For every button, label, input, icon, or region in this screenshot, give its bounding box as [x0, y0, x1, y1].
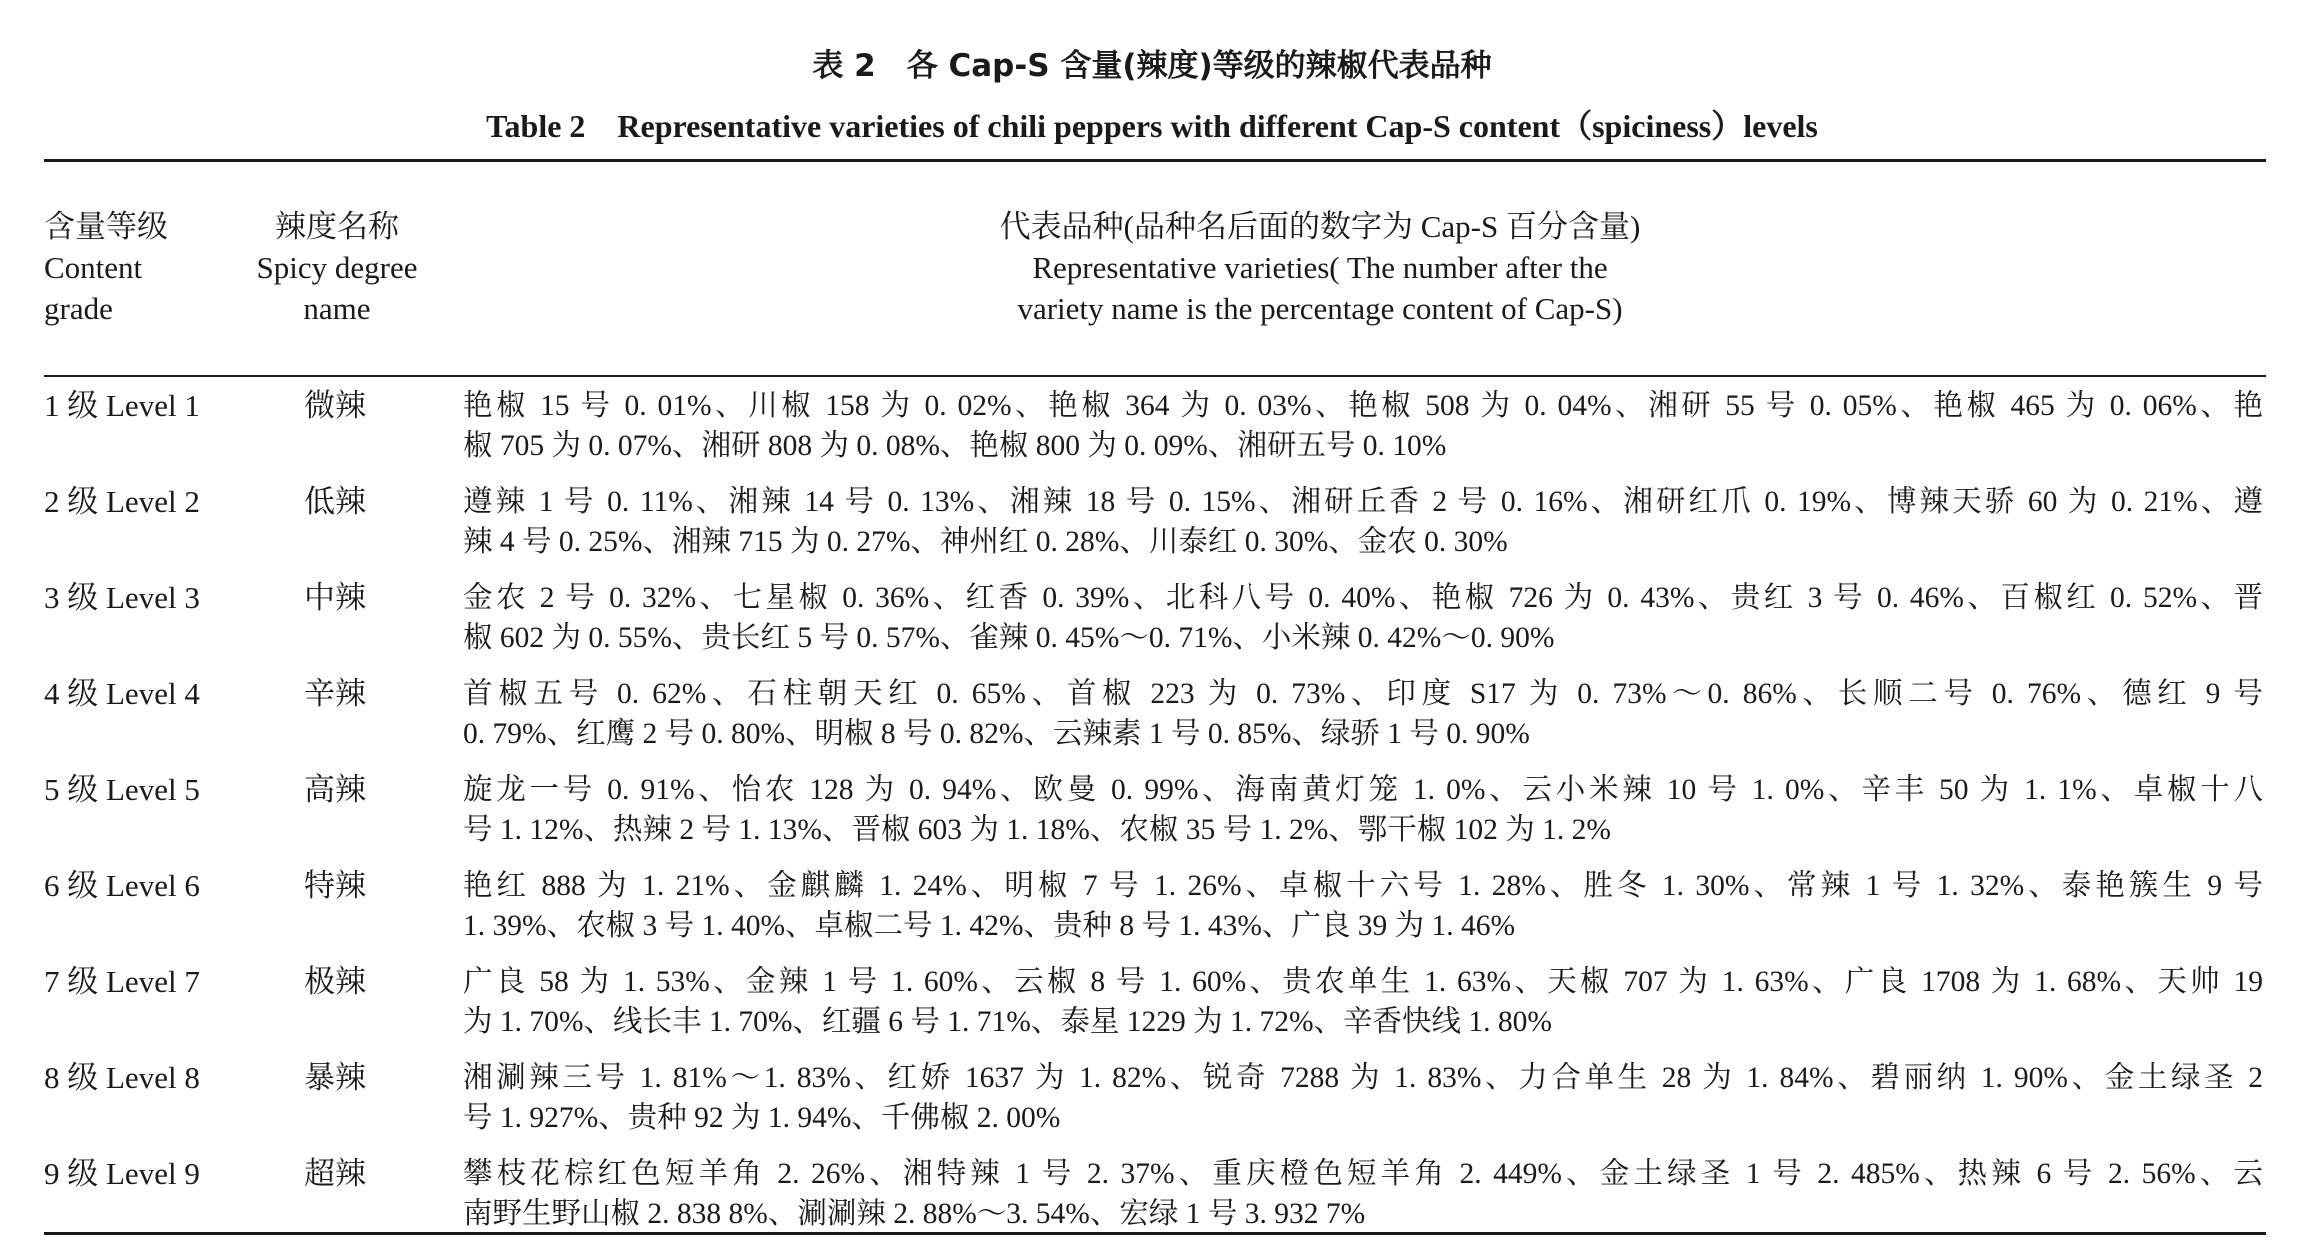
grade-cell: 9 级 Level 9: [44, 1156, 200, 1191]
varieties-line: 广良 58 为 1. 53%、金辣 1 号 1. 60%、云椒 8 号 1. 60%、贵农单生 1. 63%、天椒 707 为 1. 63%、广良 1708 为 1. 68%、天帅 19: [463, 966, 2263, 998]
varieties-line: 椒 705 为 0. 07%、湘研 808 为 0. 08%、艳椒 800 为 0. 09%、湘研五号 0. 10%: [463, 430, 1447, 462]
table-row: [0, 1154, 2304, 1250]
spicy-name-cell: 超辣: [304, 1156, 366, 1192]
grade-cell: 5 级 Level 5: [44, 772, 200, 807]
spicy-name-cell: 极辣: [304, 964, 366, 1000]
varieties-line: 湘涮辣三号 1. 81%～1. 83%、红娇 1637 为 1. 82%、锐奇 7288 为 1. 83%、力合单生 28 为 1. 84%、碧丽纳 1. 90%、金土绿圣 2: [463, 1062, 2263, 1094]
grade-cell: 8 级 Level 8: [44, 1060, 200, 1095]
varieties-line: 辣 4 号 0. 25%、湘辣 715 为 0. 27%、神州红 0. 28%、川泰红 0. 30%、金农 0. 30%: [463, 526, 1508, 558]
header-content-grade: [44, 206, 168, 329]
header-spicy-degree-name: [242, 206, 432, 329]
varieties-cell: [463, 866, 2263, 946]
header-line: 辣度名称: [275, 209, 399, 244]
header-line: variety name is the percentage content of Cap-S): [1017, 291, 1623, 326]
varieties-line: 艳红 888 为 1. 21%、金麒麟 1. 24%、明椒 7 号 1. 26%、卓椒十六号 1. 28%、胜冬 1. 30%、常辣 1 号 1. 32%、泰艳簇生 9 号: [463, 870, 2263, 902]
varieties-line: 椒 602 为 0. 55%、贵长红 5 号 0. 57%、雀辣 0. 45%～0. 71%、小米辣 0. 42%～0. 90%: [463, 622, 1555, 654]
top-rule: [44, 159, 2266, 162]
grade-cell: 3 级 Level 3: [44, 580, 200, 615]
grade-cell: 6 级 Level 6: [44, 868, 200, 903]
header-line: name: [303, 291, 371, 326]
table-row: [0, 386, 2304, 482]
varieties-cell: [463, 386, 2263, 466]
varieties-line: 攀枝花棕红色短羊角 2. 26%、湘特辣 1 号 2. 37%、重庆橙色短羊角 2. 449%、金土绿圣 1 号 2. 485%、热辣 6 号 2. 56%、云: [463, 1158, 2263, 1190]
grade-cell: 1 级 Level 1: [44, 388, 200, 423]
table-row: [0, 866, 2304, 962]
table-row: [0, 770, 2304, 866]
varieties-line: 0. 79%、红鹰 2 号 0. 80%、明椒 8 号 0. 82%、云辣素 1 号 0. 85%、绿骄 1 号 0. 90%: [463, 718, 1530, 750]
table-row: [0, 1058, 2304, 1154]
varieties-line: 艳椒 15 号 0. 01%、川椒 158 为 0. 02%、艳椒 364 为 0. 03%、艳椒 508 为 0. 04%、湘研 55 号 0. 05%、艳椒 465 为 0. 06%、艳: [463, 390, 2263, 422]
varieties-cell: [463, 578, 2263, 658]
varieties-line: 旋龙一号 0. 91%、怡农 128 为 0. 94%、欧曼 0. 99%、海南黄灯笼 1. 0%、云小米辣 10 号 1. 0%、辛丰 50 为 1. 1%、卓椒十八: [463, 774, 2263, 806]
table-row: [0, 962, 2304, 1058]
header-line: Representative varieties( The number after the: [1032, 250, 1608, 285]
spicy-name-cell: 低辣: [304, 484, 366, 520]
varieties-line: 南野生野山椒 2. 838 8%、涮涮辣 2. 88%～3. 54%、宏绿 1 号 3. 932 7%: [463, 1198, 1366, 1230]
spicy-name-cell: 中辣: [304, 580, 366, 616]
spicy-name-cell: 暴辣: [304, 1060, 366, 1096]
varieties-cell: [463, 1058, 2263, 1138]
varieties-cell: [463, 1154, 2263, 1234]
spicy-name-cell: 特辣: [304, 868, 366, 904]
grade-cell: 4 级 Level 4: [44, 676, 200, 711]
grade-cell: 2 级 Level 2: [44, 484, 200, 519]
header-line: 代表品种(品种名后面的数字为 Cap-S 百分含量): [999, 209, 1641, 244]
spicy-name-cell: 高辣: [304, 772, 366, 808]
header-line: Spicy degree: [256, 250, 418, 285]
grade-cell: 7 级 Level 7: [44, 964, 200, 999]
varieties-cell: [463, 674, 2263, 754]
header-line: Content: [44, 250, 143, 285]
table-title-chinese: 表 2 各 Cap-S 含量(辣度)等级的辣椒代表品种: [812, 48, 1492, 84]
varieties-cell: [463, 962, 2263, 1042]
varieties-line: 为 1. 70%、线长丰 1. 70%、红疆 6 号 1. 71%、泰星 1229 为 1. 72%、辛香快线 1. 80%: [463, 1006, 1552, 1038]
varieties-line: 号 1. 12%、热辣 2 号 1. 13%、晋椒 603 为 1. 18%、农椒 35 号 1. 2%、鄂干椒 102 为 1. 2%: [463, 814, 1611, 846]
varieties-line: 号 1. 927%、贵种 92 为 1. 94%、千佛椒 2. 00%: [463, 1102, 1061, 1134]
varieties-cell: [463, 482, 2263, 562]
table-row: [0, 674, 2304, 770]
header-rule: [44, 375, 2266, 377]
varieties-line: 1. 39%、农椒 3 号 1. 40%、卓椒二号 1. 42%、贵种 8 号 1. 43%、广良 39 为 1. 46%: [463, 910, 1516, 942]
varieties-line: 金农 2 号 0. 32%、七星椒 0. 36%、红香 0. 39%、北科八号 0. 40%、艳椒 726 为 0. 43%、贵红 3 号 0. 46%、百椒红 0. 52%、晋: [463, 582, 2263, 614]
spicy-name-cell: 微辣: [304, 388, 366, 424]
table-title-english: Table 2 Representative varieties of chili peppers with different Cap-S content（spiciness）levels: [486, 108, 1818, 144]
table-row: [0, 482, 2304, 578]
table-row: [0, 578, 2304, 674]
bottom-rule: [44, 1232, 2266, 1235]
varieties-line: 遵辣 1 号 0. 11%、湘辣 14 号 0. 13%、湘辣 18 号 0. 15%、湘研丘香 2 号 0. 16%、湘研红爪 0. 19%、博辣天骄 60 为 0. 21%、遵: [463, 486, 2263, 518]
header-representative-varieties: [760, 206, 1880, 329]
header-line: grade: [44, 291, 113, 326]
spicy-name-cell: 辛辣: [304, 676, 366, 712]
varieties-line: 首椒五号 0. 62%、石柱朝天红 0. 65%、首椒 223 为 0. 73%、印度 S17 为 0. 73%～0. 86%、长顺二号 0. 76%、德红 9 号: [463, 678, 2263, 710]
header-line: 含量等级: [44, 209, 168, 244]
varieties-cell: [463, 770, 2263, 850]
